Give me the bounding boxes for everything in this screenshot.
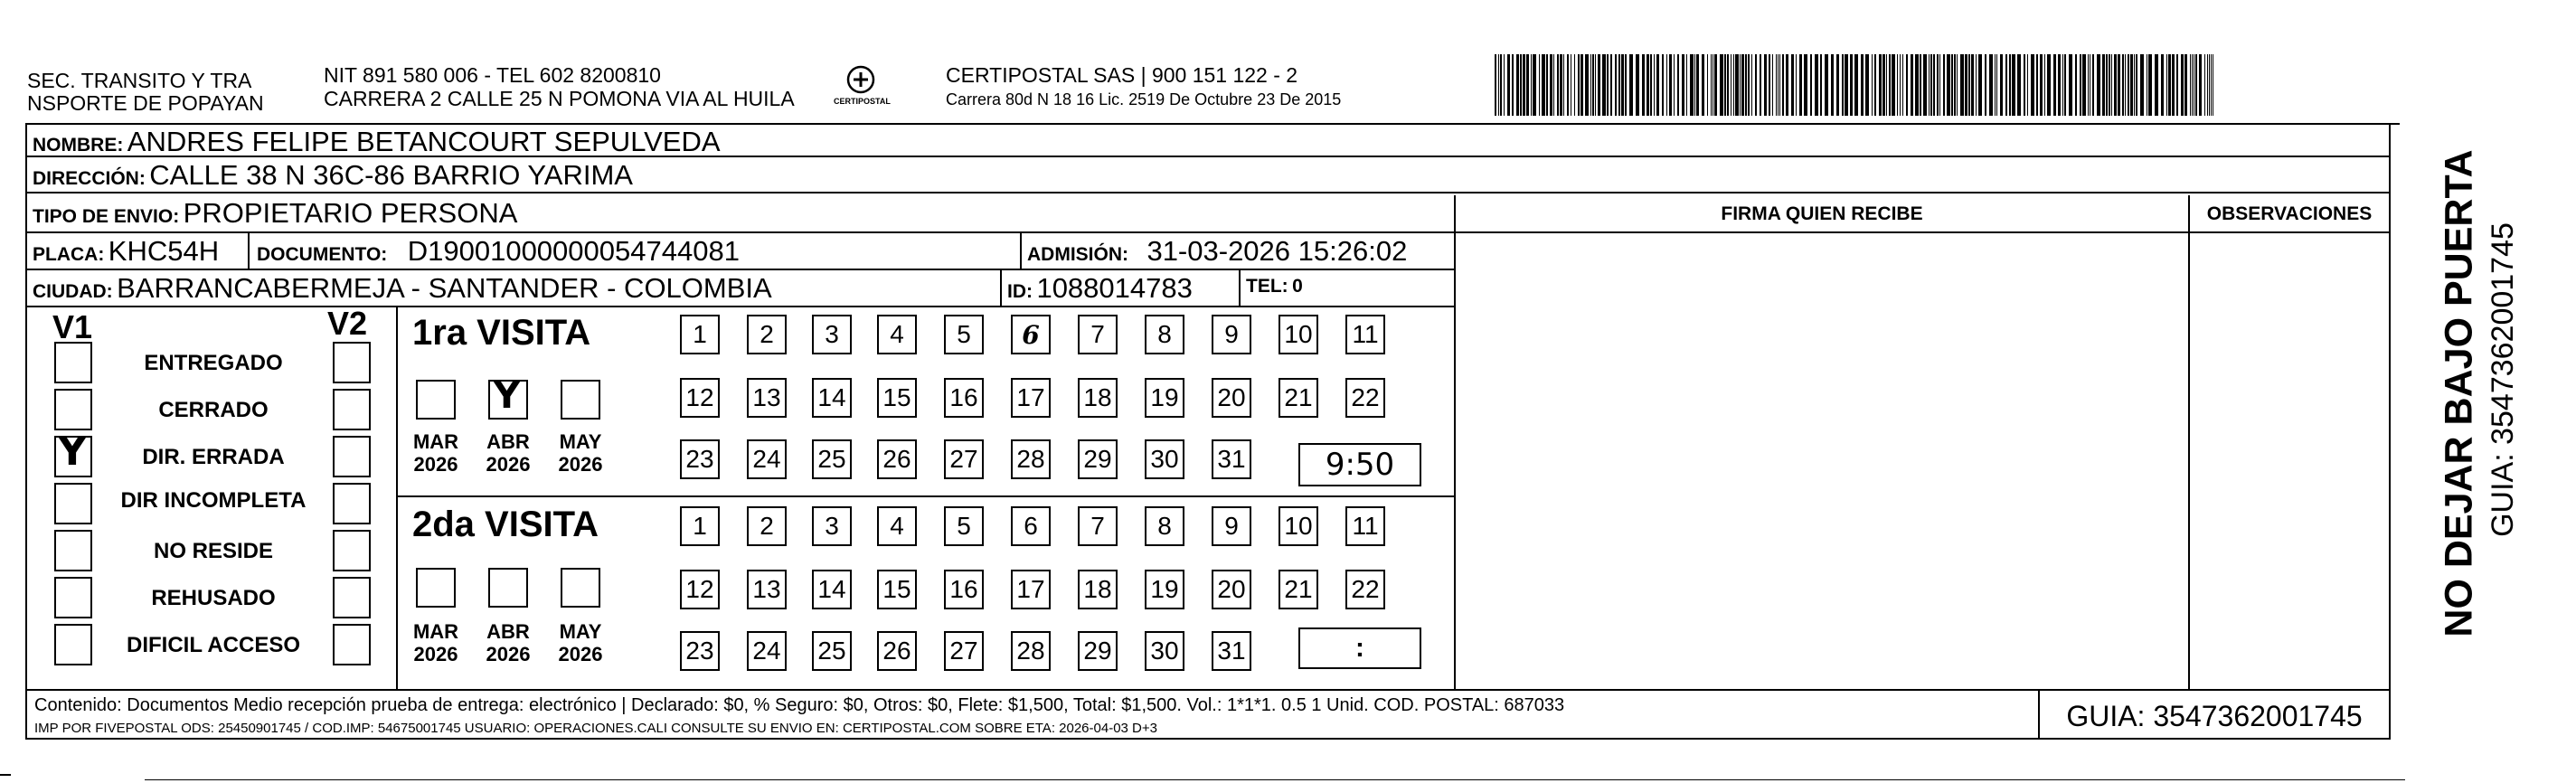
visit-1-day-28[interactable]: 28 [1011,439,1051,479]
v1-label: V1 [52,308,93,345]
visit-1-month-abr-label: ABR 2026 [486,430,531,476]
status-entregado: ENTREGADO [144,351,283,375]
visit-2-day-10[interactable]: 10 [1279,506,1318,546]
nombre-label: NOMBRE: [33,135,124,156]
visit-1-day-26[interactable]: 26 [877,439,917,479]
visit-2-day-23[interactable]: 23 [680,631,720,671]
visit-2-day-1[interactable]: 1 [680,506,720,546]
id-label: ID: [1007,281,1033,302]
admision-row [1027,237,1407,265]
visit-1-day-16[interactable]: 16 [944,378,984,418]
visit-1-day-22[interactable]: 22 [1345,378,1385,418]
visit-2-day-30[interactable]: 30 [1145,631,1184,671]
visit-2-day-5[interactable]: 5 [944,506,984,546]
visit-2-day-15[interactable]: 15 [877,570,917,609]
visit-1-month-may-label: MAY 2026 [558,430,603,476]
v1-checkbox-dir-incompleta[interactable] [54,483,92,524]
firma-header: FIRMA QUIEN RECIBE [1721,203,1923,224]
visit-1-day-27[interactable]: 27 [944,439,984,479]
nit-line: NIT 891 580 006 - TEL 602 8200810 [324,63,661,87]
visit-2-time-field[interactable]: : [1298,627,1421,669]
visit-2-day-24[interactable]: 24 [747,631,787,671]
v1-checkbox-cerrado[interactable] [54,389,92,430]
direccion-label: DIRECCIÓN: [33,168,146,189]
visit-2-month-mar-box[interactable] [416,568,456,608]
visit-1-day-20[interactable]: 20 [1212,378,1251,418]
visit-2-day-29[interactable]: 29 [1078,631,1118,671]
tipo-value: PROPIETARIO PERSONA [183,197,518,229]
visit-2-day-28[interactable]: 28 [1011,631,1051,671]
visit-1-day-3[interactable]: 3 [812,315,852,354]
visit-2-month-mar-label: MAR 2026 [412,620,459,666]
tel-row [1246,277,1303,296]
visit-1-day-24[interactable]: 24 [747,439,787,479]
admision-label: ADMISIÓN: [1027,244,1128,265]
v1-checkbox-entregado[interactable] [54,342,92,383]
status-dir-incompleta: DIR INCOMPLETA [120,488,307,513]
v2-checkbox-dificil-acceso[interactable] [333,624,371,665]
visit-1-day-7[interactable]: 7 [1078,315,1118,354]
direccion-row [33,161,633,189]
visit-1-day-1[interactable]: 1 [680,315,720,354]
visit-2-day-27[interactable]: 27 [944,631,984,671]
v2-checkbox-cerrado[interactable] [333,389,371,430]
id-row [1007,274,1193,302]
admision-value: 31-03-2026 15:26:02 [1146,235,1408,267]
visit-1-title: 1ra VISITA [412,313,591,353]
footer-print-line: IMP POR FIVEPOSTAL ODS: 25450901745 / COD.IMP: 54675001745 USUARIO: OPERACIONES.CALI CONSULTE SU ENVIO EN: CERTIPOSTAL.COM SOBRE ETA: 2026-04-03 D+3 [34,721,1157,736]
visit-1-day-29[interactable]: 29 [1078,439,1118,479]
check-mark-icon: Y [494,375,520,417]
visit-2-day-26[interactable]: 26 [877,631,917,671]
footer-contents-line: Contenido: Documentos Medio recepción prueba de entrega: electrónico | Declarado: $0, % Seguro: $0, Otros: $0, Flete: $1,500, Total: $1,500. Vol.: 1*1*1. 0.5 1 Unid. COD. POSTAL: 687033 [34,695,1565,715]
ciudad-label: CIUDAD: [33,281,113,302]
visit-2-day-25[interactable]: 25 [812,631,852,671]
status-dir-errada: DIR. ERRADA [142,445,285,469]
visit-2-month-may-box[interactable] [561,568,600,608]
visit-1-day-18[interactable]: 18 [1078,378,1118,418]
visit-2-day-8[interactable]: 8 [1145,506,1184,546]
sender-line-1: SEC. TRANSITO Y TRA [27,69,252,92]
address-line: CARRERA 2 CALLE 25 N POMONA VIA AL HUILA [324,87,795,110]
visit-2-month-abr-label: ABR 2026 [486,620,531,666]
visit-2-day-22[interactable]: 22 [1345,570,1385,609]
visit-1-day-14[interactable]: 14 [812,378,852,418]
sender-line-2: NSPORTE DE POPAYAN [27,91,264,115]
visit-2-day-7[interactable]: 7 [1078,506,1118,546]
documento-value: D19001000000054744081 [407,235,740,267]
check-mark-icon: Y [58,429,87,475]
visit-1-month-mar-label: MAR 2026 [412,430,459,476]
visit-2-day-31[interactable]: 31 [1212,631,1251,671]
v2-checkbox-dir-errada[interactable] [333,436,371,477]
visit-2-month-may-label: MAY 2026 [558,620,603,666]
id-value: 1088014783 [1036,272,1193,304]
visit-2-day-2[interactable]: 2 [747,506,787,546]
documento-label: DOCUMENTO: [257,244,388,265]
visit-2-month-abr-box[interactable] [488,568,528,608]
visit-2-day-13[interactable]: 13 [747,570,787,609]
ciudad-row [33,274,772,302]
visit-1-day-12[interactable]: 12 [680,378,720,418]
visit-2-day-14[interactable]: 14 [812,570,852,609]
visit-2-title: 2da VISITA [412,505,599,544]
certipostal-logo: CERTIPOSTAL [834,61,888,116]
status-cerrado: CERRADO [158,398,269,422]
visit-1-day-31[interactable]: 31 [1212,439,1251,479]
visit-2-day-18[interactable]: 18 [1078,570,1118,609]
visit-1-time-field[interactable]: 9:50 [1298,443,1421,486]
status-rehusado: REHUSADO [151,586,276,610]
status-dificil-acceso: DIFICIL ACCESO [126,633,300,657]
nombre-row [33,127,721,156]
visit-1-day-25[interactable]: 25 [812,439,852,479]
direccion-value: CALLE 38 N 36C-86 BARRIO YARIMA [149,159,633,191]
v1-checkbox-dir-errada[interactable] [54,429,92,477]
v1-checkbox-no-reside[interactable] [54,530,92,571]
v2-label: V2 [327,305,368,342]
nombre-value: ANDRES FELIPE BETANCOURT SEPULVEDA [127,126,721,157]
visit-1-day-4[interactable]: 4 [877,315,917,354]
visit-1-day-10[interactable]: 10 [1279,315,1318,354]
visit-1-day-13[interactable]: 13 [747,378,787,418]
placa-label: PLACA: [33,244,105,265]
placa-value: KHC54H [108,235,220,267]
placa-row [33,237,219,265]
company-line: CERTIPOSTAL SAS | 900 151 122 - 2 [946,63,1298,87]
visit-1-month-may-box[interactable] [561,380,600,420]
visit-1-day-11[interactable]: 11 [1345,315,1385,354]
visit-2-day-19[interactable]: 19 [1145,570,1184,609]
footer-guia: GUIA: 3547362001745 [2066,700,2363,732]
visit-1-day-15[interactable]: 15 [877,378,917,418]
visit-1-month-mar-box[interactable] [416,380,456,420]
no-dejar-bajo-puerta: NO DEJAR BAJO PUERTA [2437,149,2481,637]
visit-1-month-abr-box[interactable] [488,375,528,420]
visit-2-day-9[interactable]: 9 [1212,506,1251,546]
visit-2-day-3[interactable]: 3 [812,506,852,546]
visit-1-day-19[interactable]: 19 [1145,378,1184,418]
v1-checkbox-dificil-acceso[interactable] [54,624,92,665]
visit-1-day-30[interactable]: 30 [1145,439,1184,479]
visit-2-day-21[interactable]: 21 [1279,570,1318,609]
observaciones-header: OBSERVACIONES [2206,203,2373,224]
visit-2-day-17[interactable]: 17 [1011,570,1051,609]
visit-1-day-2[interactable]: 2 [747,315,787,354]
visit-1-day-6[interactable]: 6 [1011,315,1051,354]
tel-label: TEL: [1246,276,1288,297]
v2-checkbox-no-reside[interactable] [333,530,371,571]
tel-value: 0 [1292,276,1303,297]
license-line: Carrera 80d N 18 16 Lic. 2519 De Octubre 23 De 2015 [946,90,1342,108]
visit-2-day-12[interactable]: 12 [680,570,720,609]
v1-checkbox-rehusado[interactable] [54,577,92,618]
v2-checkbox-entregado[interactable] [333,342,371,383]
visit-2-day-20[interactable]: 20 [1212,570,1251,609]
status-no-reside: NO RESIDE [153,539,274,563]
barcode [1495,54,2218,116]
ciudad-value: BARRANCABERMEJA - SANTANDER - COLOMBIA [117,272,772,304]
visit-2-day-11[interactable]: 11 [1345,506,1385,546]
visit-1-day-9[interactable]: 9 [1212,315,1251,354]
visit-1-day-23[interactable]: 23 [680,439,720,479]
visit-1-day-21[interactable]: 21 [1279,378,1318,418]
visit-2-day-16[interactable]: 16 [944,570,984,609]
tipo-row [33,199,517,227]
visit-1-day-5[interactable]: 5 [944,315,984,354]
visit-2-day-6[interactable]: 6 [1011,506,1051,546]
visit-2-day-4[interactable]: 4 [877,506,917,546]
v2-checkbox-rehusado[interactable] [333,577,371,618]
documento-row [257,237,740,265]
visit-1-day-17[interactable]: 17 [1011,378,1051,418]
v2-checkbox-dir-incompleta[interactable] [333,483,371,524]
visit-1-day-8[interactable]: 8 [1145,315,1184,354]
side-guia: GUIA: 3547362001745 [2486,222,2520,537]
tipo-label: TIPO DE ENVIO: [33,206,180,227]
